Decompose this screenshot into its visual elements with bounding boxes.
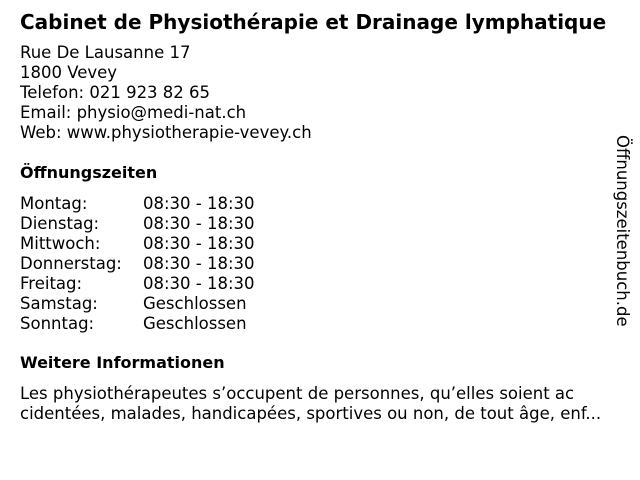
day-label: Montag:	[20, 194, 88, 213]
info-heading: Weitere Informationen	[20, 353, 225, 372]
hours-row	[20, 234, 255, 254]
hours-row	[20, 194, 255, 214]
hours-row	[20, 214, 255, 234]
hours-heading: Öffnungszeiten	[20, 163, 158, 182]
time-value: 08:30 - 18:30	[143, 234, 255, 253]
watermark-text: Öffnungszeitenbuch.de	[613, 135, 632, 327]
phone-number: Telefon: 021 923 82 65	[20, 83, 211, 102]
time-value: 08:30 - 18:30	[143, 214, 255, 233]
time-value: 08:30 - 18:30	[143, 254, 255, 273]
info-description	[20, 384, 632, 424]
time-value: 08:30 - 18:30	[143, 274, 255, 293]
street-address: Rue De Lausanne 17	[20, 43, 191, 62]
website: Web: www.physiotherapie-vevey.ch	[20, 123, 312, 142]
info-line: Les physiothérapeutes s’occupent de personnes, qu’elles soient ac	[20, 384, 575, 403]
day-label: Donnerstag:	[20, 254, 122, 273]
time-value: Geschlossen	[143, 314, 247, 333]
day-label: Samstag:	[20, 294, 98, 313]
opening-hours-table	[20, 194, 255, 334]
hours-row	[20, 254, 255, 274]
time-value: Geschlossen	[143, 294, 247, 313]
hours-row	[20, 294, 255, 314]
hours-row	[20, 274, 255, 294]
page-title: Cabinet de Physiothérapie et Drainage lymphatique	[20, 10, 607, 34]
time-value: 08:30 - 18:30	[143, 194, 255, 213]
day-label: Freitag:	[20, 274, 83, 293]
email-address: Email: physio@medi-nat.ch	[20, 103, 247, 122]
day-label: Dienstag:	[20, 214, 100, 233]
city: 1800 Vevey	[20, 63, 118, 82]
contact-block	[20, 43, 312, 143]
hours-row	[20, 314, 255, 334]
day-label: Sonntag:	[20, 314, 95, 333]
info-line: cidentées, malades, handicapées, sportives ou non, de tout âge, enf...	[20, 404, 602, 423]
day-label: Mittwoch:	[20, 234, 101, 253]
